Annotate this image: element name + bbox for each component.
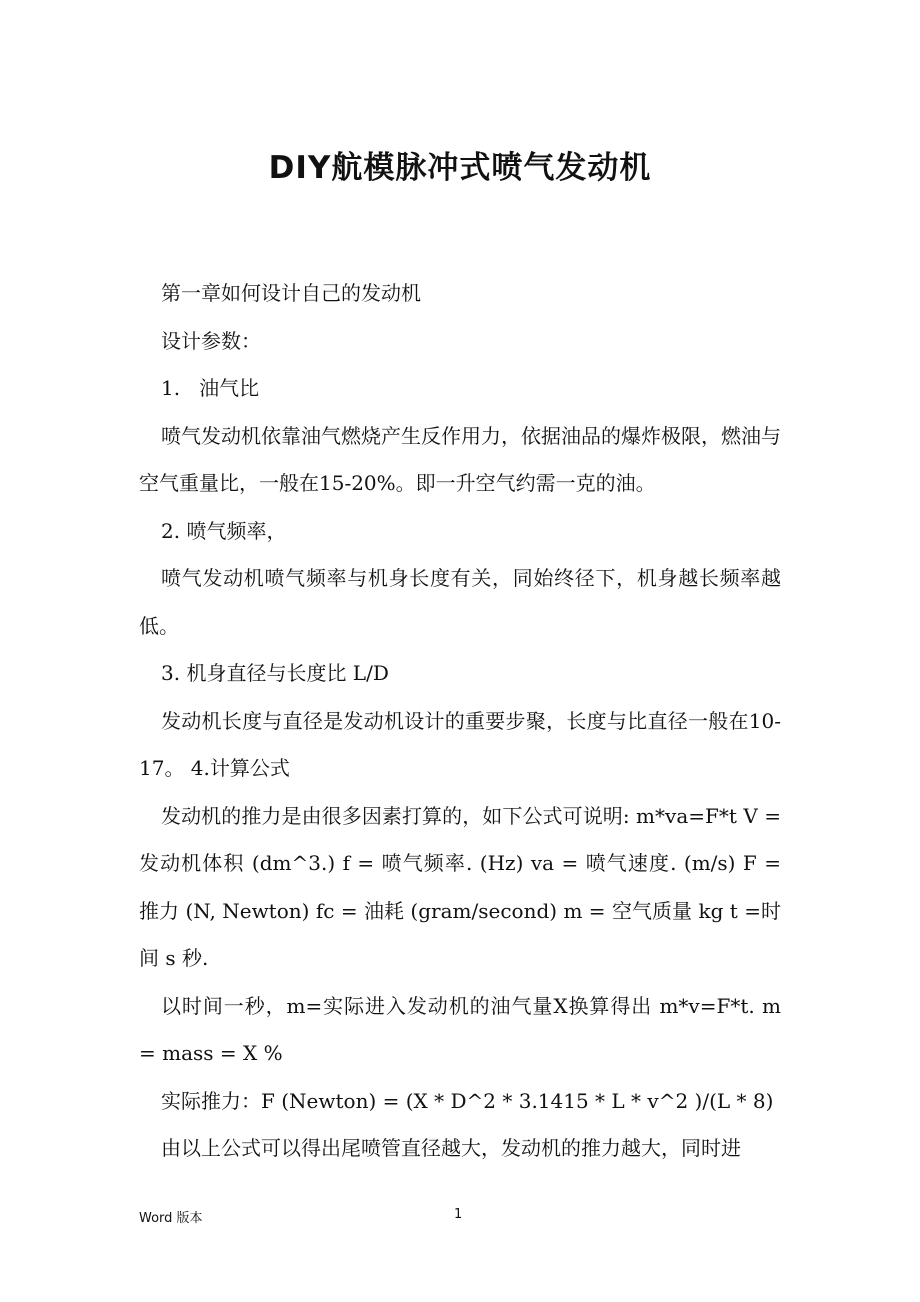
list-item: 3. 机身直径与长度比 L/D bbox=[161, 661, 389, 685]
list-item: 1. 油气比 bbox=[161, 376, 260, 400]
page-number: 1 bbox=[454, 1207, 463, 1222]
paragraph: 由以上公式可以得出尾喷管直径越大，发动机的推力越大，同时进 bbox=[161, 1136, 741, 1160]
paragraph: 发动机的推力是由很多因素打算的，如下公式可说明: m*va=F*t V = 发动机体积 (dm^3.) f = 喷气频率. (Hz) va = 喷气速度. (m/s) F = 推力 (N, Newton) fc = 油耗 (gram/second) m = 空气质量 kg t =时间 s 秒. bbox=[139, 803, 781, 970]
formula-paragraph: 实际推力：F (Newton) = (X * D^2 * 3.1415 * L * v^2 )/(L * 8) bbox=[161, 1088, 774, 1113]
chapter-heading: 第一章如何设计自己的发动机 bbox=[161, 281, 421, 305]
footer-label: Word 版本 bbox=[139, 1211, 203, 1226]
document-title: DIY航模脉冲式喷气发动机 bbox=[268, 150, 652, 186]
paragraph: 以时间一秒，m=实际进入发动机的油气量X换算得出 m*v=F*t. m = mass = X % bbox=[139, 993, 781, 1065]
list-item: 2. 喷气频率， bbox=[161, 518, 287, 543]
paragraph: 设计参数： bbox=[161, 328, 261, 353]
document-body bbox=[139, 270, 781, 1173]
paragraph: 喷气发动机喷气频率与机身长度有关，同始终径下，机身越长频率越低。 bbox=[139, 566, 781, 638]
paragraph: 喷气发动机依靠油气燃烧产生反作用力，依据油品的爆炸极限，燃油与空气重量比，一般在15-20%。即一升空气约需一克的油。 bbox=[139, 423, 781, 495]
paragraph: 发动机长度与直径是发动机设计的重要步聚，长度与比直径一般在10-17。 4.计算公式 bbox=[139, 708, 781, 780]
